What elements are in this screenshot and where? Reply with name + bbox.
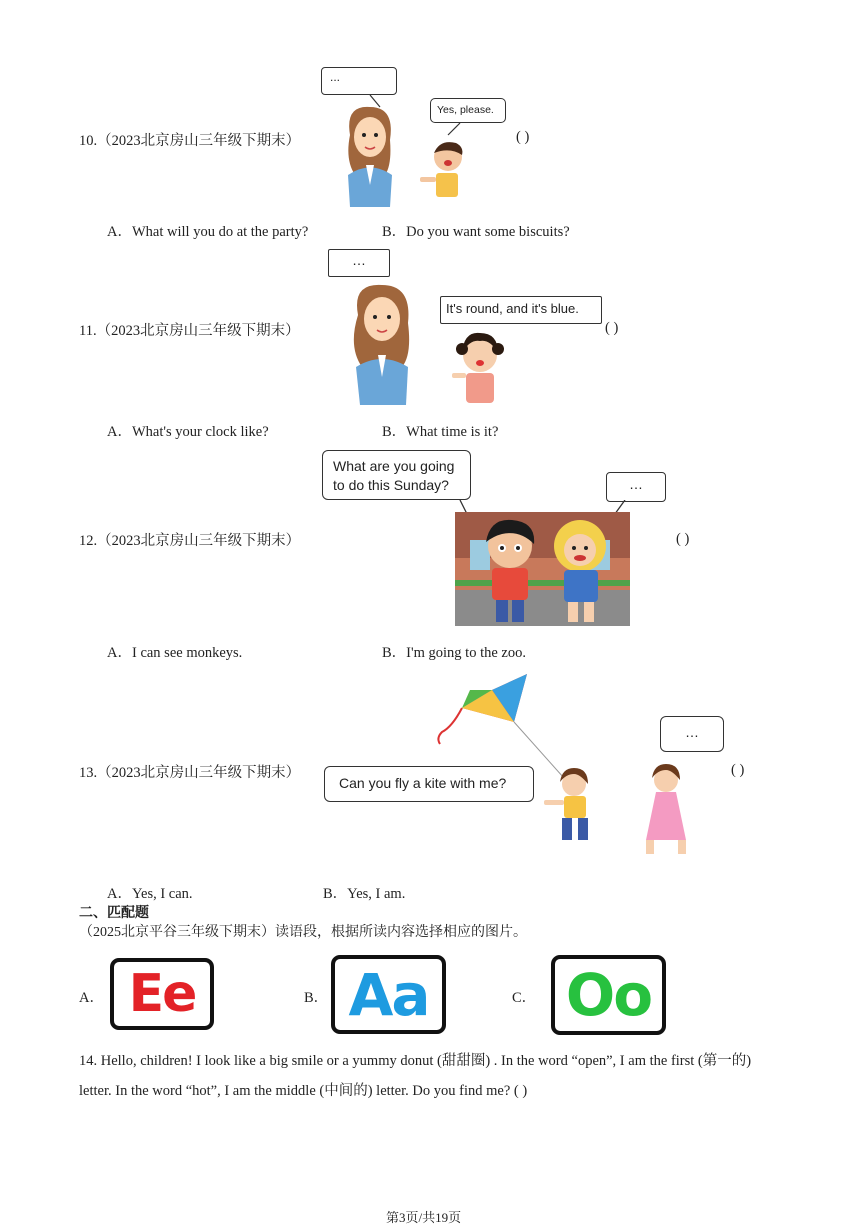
question-11-stem	[79, 319, 300, 340]
choice-c-card[interactable]	[551, 955, 666, 1035]
option-letter: A．	[107, 424, 132, 440]
option-letter: A．	[107, 886, 132, 902]
speech-bubble-girl-2	[660, 716, 724, 752]
option-text: I'm going to the zoo.	[406, 645, 526, 661]
question-12-stem	[79, 529, 300, 550]
option-b[interactable]	[382, 220, 570, 241]
option-text: I can see monkeys.	[131, 645, 243, 661]
option-a[interactable]	[107, 420, 269, 441]
option-b[interactable]	[323, 882, 405, 903]
question-number: 10.	[79, 133, 98, 149]
option-text: Do you want some biscuits?	[406, 224, 570, 240]
choice-c-letters: Oo	[565, 961, 652, 1029]
question-14-line-1: 14. Hello, children! I look like a big smile or a yummy donut (甜甜圈) . In the word “open”, I am the first (第一的)	[79, 1053, 752, 1069]
option-a[interactable]	[107, 220, 308, 241]
question-source: （2023北京房山三年级下期末）	[97, 133, 301, 149]
speech-bubble-girl-1	[324, 766, 534, 802]
question-10-stem	[79, 129, 300, 150]
bubble-text: It's round, and it's blue.	[446, 301, 579, 316]
option-letter: A．	[107, 224, 132, 240]
option-letter: A．	[107, 645, 132, 661]
speech-bubble-teacher	[321, 67, 397, 95]
option-text: What time is it?	[406, 424, 499, 440]
bubble-text: Yes, please.	[437, 104, 494, 116]
speech-bubble-girl	[606, 472, 666, 502]
bubble-text: …	[352, 252, 366, 268]
question-13-stem	[79, 761, 300, 782]
teacher-and-boy-illustration	[330, 95, 480, 210]
bubble-text: …	[685, 724, 699, 740]
choice-b-label: B．	[304, 990, 329, 1006]
question-source: （2023北京房山三年级下期末）	[97, 765, 301, 781]
option-text: Yes, I can.	[131, 886, 193, 902]
choice-b-card[interactable]	[331, 955, 446, 1034]
option-letter: B．	[323, 886, 348, 902]
kids-talking-illustration	[440, 500, 640, 630]
question-number: 13.	[79, 765, 98, 781]
option-b[interactable]	[382, 641, 526, 662]
bubble-text: Can you fly a kite with me?	[339, 775, 507, 791]
choice-a-letters: Ee	[128, 964, 196, 1024]
question-source: （2023北京房山三年级下期末）	[96, 323, 300, 339]
section-heading: 二、匹配题	[79, 905, 149, 921]
speech-bubble-boy	[322, 450, 471, 500]
question-source: （2023北京房山三年级下期末）	[97, 533, 301, 549]
question-14-line-2: letter. In the word “hot”, I am the middle (中间的) letter. Do you find me? ( )	[79, 1083, 528, 1099]
choice-a-label: A．	[79, 990, 104, 1006]
choice-c-label: C．	[512, 990, 537, 1006]
answer-blank[interactable]: ( )	[605, 320, 619, 336]
option-text: What's your clock like?	[131, 424, 269, 440]
page-footer: 第3页/共19页	[386, 1210, 462, 1225]
answer-blank[interactable]: ( )	[676, 531, 690, 547]
answer-blank[interactable]: ( )	[516, 129, 530, 145]
option-text: What will you do at the party?	[131, 224, 309, 240]
bubble-text: What are you going to do this Sunday?	[333, 458, 455, 493]
question-number: 11.	[79, 323, 97, 339]
option-b[interactable]	[382, 420, 498, 441]
bubble-text: …	[629, 476, 643, 492]
option-text: Yes, I am.	[347, 886, 406, 902]
choice-a-card[interactable]	[110, 958, 214, 1030]
question-number: 12.	[79, 533, 98, 549]
bubble-text: ...	[330, 70, 341, 84]
option-letter: B．	[382, 645, 407, 661]
choice-b-letters: Aa	[348, 960, 429, 1029]
teacher-and-girl-illustration	[340, 275, 520, 410]
option-a[interactable]	[107, 641, 242, 662]
speech-bubble-teacher	[328, 249, 390, 277]
section-instruction: （2025北京平谷三年级下期末）读语段，根据所读内容选择相应的图片。	[79, 925, 527, 940]
option-letter: B．	[382, 424, 407, 440]
answer-blank[interactable]: ( )	[731, 762, 745, 778]
option-letter: B．	[382, 224, 407, 240]
option-a[interactable]	[107, 882, 193, 903]
